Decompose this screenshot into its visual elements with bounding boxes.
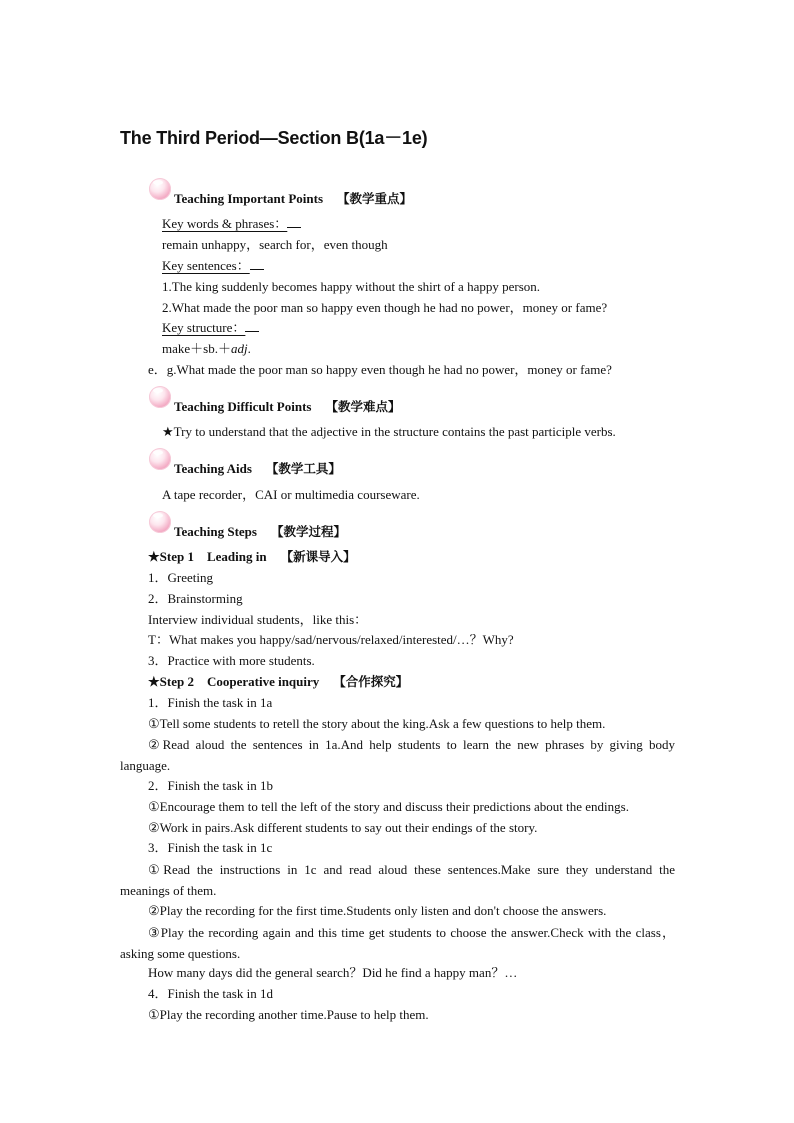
task-heading: 2．Finish the task in 1b: [148, 778, 273, 793]
flower-bullet-icon: [149, 178, 171, 200]
key-words-text: remain unhappy，search for，even though: [162, 237, 388, 252]
example-sentence: e．g.What made the poor man so happy even though he had no power，money or fame?: [148, 362, 612, 377]
step1-heading: ★Step 1 Leading in 【新课导入】: [148, 549, 356, 564]
key-sentence-1: 1.The king suddenly becomes happy without the shirt of a happy person.: [162, 279, 541, 294]
difficult-text: ★Try to understand that the adjective in the structure contains the past participle verbs.: [162, 424, 616, 439]
task-item: ①Encourage them to tell the left of the story and discuss their predictions about the endings.: [148, 799, 629, 814]
step1-item: 2．Brainstorming: [148, 591, 243, 606]
flower-bullet-icon: [149, 386, 171, 408]
task-item: ②Work in pairs.Ask different students to say out their endings of the story.: [148, 820, 538, 835]
task-item: ③Play the recording again and this time get students to choose the answer.Check with the class，asking some questions.: [120, 925, 675, 961]
key-structure-label: Key structure：: [162, 320, 259, 336]
step1-item: T：What makes you happy/sad/nervous/relaxed/interested/…？Why?: [148, 632, 514, 647]
task-item: ②Read aloud the sentences in 1a.And help students to learn the new phrases by giving body language.: [120, 737, 675, 773]
task-item: ②Play the recording for the first time.Students only listen and don't choose the answers.: [148, 903, 607, 918]
step1-item: 1．Greeting: [148, 570, 213, 585]
key-sentences-label: Key sentences：: [162, 258, 264, 274]
step1-item: Interview individual students，like this：: [148, 612, 368, 627]
flower-bullet-icon: [149, 511, 171, 533]
key-words-label: Key words & phrases：: [162, 216, 301, 232]
task-item: ①Play the recording another time.Pause to help them.: [148, 1007, 429, 1022]
key-structure-text: make＋sb.＋adj.: [162, 341, 251, 356]
heading-cn: 【教学重点】: [337, 191, 413, 206]
task-heading: 4．Finish the task in 1d: [148, 986, 273, 1001]
section-heading-difficult: Teaching Difficult Points 【教学难点】: [174, 399, 401, 414]
page-title: The Third Period—Section B(1a－1e): [120, 128, 428, 148]
task-heading: 1．Finish the task in 1a: [148, 695, 273, 710]
flower-bullet-icon: [149, 448, 171, 470]
key-sentence-2: 2.What made the poor man so happy even though he had no power，money or fame?: [162, 300, 608, 315]
task-item: ①Tell some students to retell the story about the king.Ask a few questions to help them.: [148, 716, 606, 731]
task-heading: 3．Finish the task in 1c: [148, 840, 273, 855]
section-heading-steps: Teaching Steps 【教学过程】: [174, 524, 346, 539]
aids-text: A tape recorder，CAI or multimedia courseware.: [162, 487, 420, 502]
task-item: How many days did the general search？Did he find a happy man？…: [148, 965, 518, 980]
step1-item: 3．Practice with more students.: [148, 653, 315, 668]
heading-text: Teaching Important Points: [174, 191, 324, 206]
step2-heading: ★Step 2 Cooperative inquiry 【合作探究】: [148, 674, 409, 689]
task-item: ①Read the instructions in 1c and read aloud these sentences.Make sure they understand the meanings of them.: [120, 862, 675, 898]
section-heading-aids: Teaching Aids 【教学工具】: [174, 461, 341, 476]
section-heading-important: [174, 191, 412, 207]
